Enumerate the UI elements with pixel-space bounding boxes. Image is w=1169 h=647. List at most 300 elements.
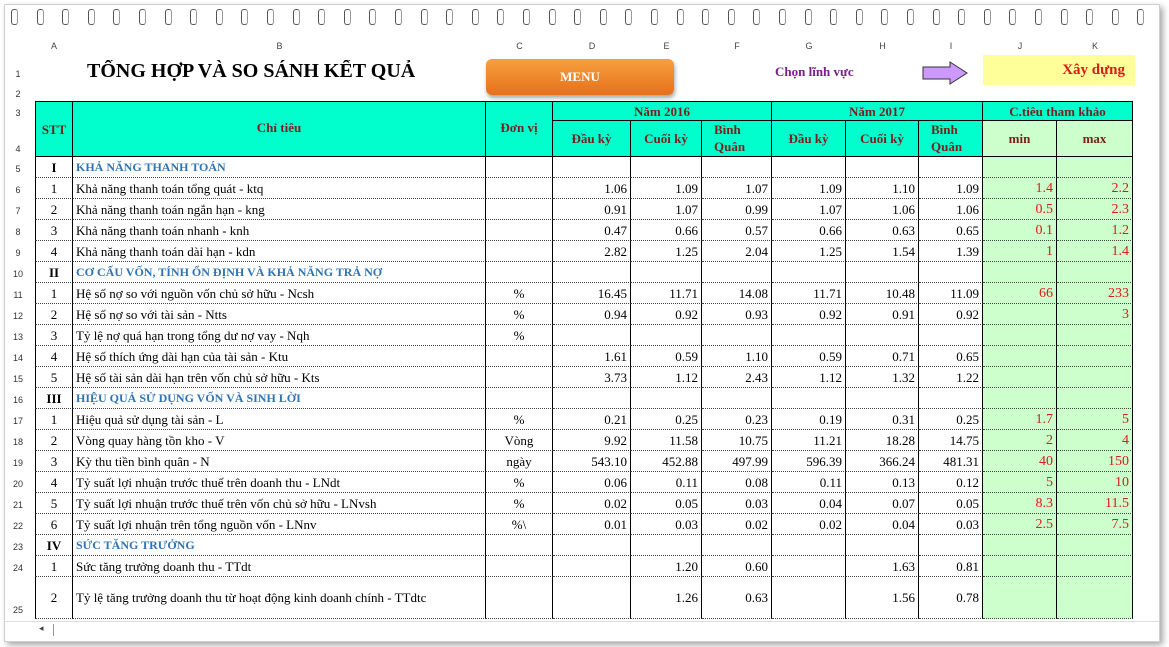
cell-stt[interactable]: 3 bbox=[35, 325, 73, 346]
cell-value[interactable] bbox=[702, 535, 772, 556]
cell-value[interactable]: 0.31 bbox=[846, 409, 919, 430]
cell-max[interactable] bbox=[1057, 262, 1133, 283]
binding-ring-icon bbox=[830, 9, 836, 25]
row-number[interactable]: 19 bbox=[12, 458, 23, 468]
cell-max[interactable] bbox=[1057, 577, 1133, 619]
column-header-j[interactable]: J bbox=[1017, 41, 1023, 51]
cell-value[interactable] bbox=[553, 325, 631, 346]
cell-value[interactable]: 10.75 bbox=[702, 430, 772, 451]
cell-max[interactable]: 1.4 bbox=[1057, 241, 1133, 262]
column-header-f[interactable]: F bbox=[734, 41, 740, 51]
field-select[interactable] bbox=[983, 55, 1135, 85]
cell-value[interactable]: 0.25 bbox=[919, 409, 983, 430]
cell-value[interactable]: 11.09 bbox=[919, 283, 983, 304]
cell-value[interactable]: 10.48 bbox=[846, 283, 919, 304]
cell-value[interactable]: 0.57 bbox=[702, 220, 772, 241]
cell-value[interactable]: 0.13 bbox=[846, 472, 919, 493]
cell-value[interactable]: 1.07 bbox=[631, 199, 702, 220]
cell-stt[interactable]: 1 bbox=[35, 409, 73, 430]
cell-value[interactable]: 1.26 bbox=[631, 577, 702, 619]
cell-value[interactable]: 11.71 bbox=[631, 283, 702, 304]
binding-ring-icon bbox=[984, 9, 990, 25]
row-number[interactable]: 7 bbox=[15, 206, 21, 216]
cell-value[interactable]: 2.82 bbox=[553, 241, 631, 262]
cell-min[interactable]: 0.1 bbox=[983, 220, 1057, 241]
cell-value[interactable] bbox=[553, 535, 631, 556]
cell-stt[interactable]: 1 bbox=[35, 178, 73, 199]
cell-value[interactable]: 1.12 bbox=[631, 367, 702, 388]
cell-value[interactable]: 1.09 bbox=[631, 178, 702, 199]
cell-value[interactable]: 1.39 bbox=[919, 241, 983, 262]
cell-unit[interactable] bbox=[486, 535, 553, 556]
cell-max[interactable] bbox=[1057, 157, 1133, 178]
cell-min[interactable]: 0.5 bbox=[983, 199, 1057, 220]
cell-min[interactable] bbox=[983, 346, 1057, 367]
binding-ring-icon bbox=[113, 9, 119, 25]
cell-value[interactable] bbox=[772, 157, 846, 178]
cell-max[interactable]: 11.5 bbox=[1057, 493, 1133, 514]
cell-value[interactable] bbox=[919, 325, 983, 346]
binding-ring-icon bbox=[728, 9, 734, 25]
cell-unit[interactable] bbox=[486, 367, 553, 388]
cell-label[interactable]: Khả năng thanh toán tổng quát - ktq bbox=[73, 178, 486, 199]
cell-value[interactable]: 0.01 bbox=[553, 514, 631, 535]
cell-unit[interactable] bbox=[486, 220, 553, 241]
cell-value[interactable] bbox=[846, 157, 919, 178]
cell-unit[interactable] bbox=[486, 556, 553, 577]
cell-value[interactable]: 14.08 bbox=[702, 283, 772, 304]
cell-value[interactable] bbox=[772, 535, 846, 556]
cell-value[interactable]: 0.92 bbox=[772, 304, 846, 325]
cell-label[interactable]: Hiệu quả sử dụng tài sản - L bbox=[73, 409, 486, 430]
row-number[interactable]: 14 bbox=[12, 353, 23, 363]
row-number[interactable]: 6 bbox=[15, 185, 21, 195]
section-title[interactable]: CƠ CẤU VỐN, TÍNH ỔN ĐỊNH VÀ KHẢ NĂNG TRẢ NỢ bbox=[73, 262, 486, 283]
cell-value[interactable]: 0.81 bbox=[919, 556, 983, 577]
cell-max[interactable]: 7.5 bbox=[1057, 514, 1133, 535]
cell-value[interactable]: 0.06 bbox=[553, 472, 631, 493]
cell-value[interactable]: 0.59 bbox=[772, 346, 846, 367]
cell-max[interactable]: 10 bbox=[1057, 472, 1133, 493]
cell-unit[interactable] bbox=[486, 262, 553, 283]
cell-value[interactable]: 1.22 bbox=[919, 367, 983, 388]
cell-min[interactable]: 2.5 bbox=[983, 514, 1057, 535]
binding-ring-icon bbox=[293, 9, 299, 25]
cell-stt[interactable]: 5 bbox=[35, 493, 73, 514]
cell-stt[interactable]: 3 bbox=[35, 220, 73, 241]
cell-value[interactable]: 0.47 bbox=[553, 220, 631, 241]
cell-value[interactable]: 0.02 bbox=[772, 514, 846, 535]
row-number[interactable]: 23 bbox=[12, 542, 23, 552]
scroll-left-icon[interactable]: ◂ bbox=[39, 624, 44, 634]
cell-value[interactable]: 0.65 bbox=[919, 346, 983, 367]
header-donvi: Đơn vị bbox=[486, 101, 553, 157]
cell-value[interactable]: 0.59 bbox=[631, 346, 702, 367]
cell-max[interactable] bbox=[1057, 556, 1133, 577]
cell-value[interactable]: 1.10 bbox=[702, 346, 772, 367]
cell-min[interactable] bbox=[983, 367, 1057, 388]
row-number[interactable]: 20 bbox=[12, 479, 23, 489]
cell-max[interactable] bbox=[1057, 388, 1133, 409]
cell-value[interactable] bbox=[846, 388, 919, 409]
cell-value[interactable]: 0.63 bbox=[702, 577, 772, 619]
column-header-c[interactable]: C bbox=[516, 41, 523, 51]
cell-min[interactable] bbox=[983, 577, 1057, 619]
cell-value[interactable]: 1.09 bbox=[772, 178, 846, 199]
cell-value[interactable]: 2.43 bbox=[702, 367, 772, 388]
cell-unit[interactable]: % bbox=[486, 283, 553, 304]
cell-stt[interactable]: 4 bbox=[35, 346, 73, 367]
cell-value[interactable] bbox=[772, 325, 846, 346]
cell-value[interactable] bbox=[553, 577, 631, 619]
cell-unit[interactable]: % bbox=[486, 493, 553, 514]
cell-value[interactable]: 0.08 bbox=[702, 472, 772, 493]
cell-max[interactable]: 3 bbox=[1057, 304, 1133, 325]
binding-ring-icon bbox=[190, 9, 196, 25]
binding-ring-icon bbox=[11, 9, 17, 25]
cell-min[interactable]: 1.7 bbox=[983, 409, 1057, 430]
cell-value[interactable]: 1.54 bbox=[846, 241, 919, 262]
cell-value[interactable]: 18.28 bbox=[846, 430, 919, 451]
column-header-h[interactable]: H bbox=[879, 41, 886, 51]
binding-ring-icon bbox=[165, 9, 171, 25]
cell-value[interactable]: 0.05 bbox=[631, 493, 702, 514]
cell-stt[interactable]: III bbox=[35, 388, 73, 409]
cell-min[interactable]: 66 bbox=[983, 283, 1057, 304]
cell-value[interactable]: 1.20 bbox=[631, 556, 702, 577]
cell-value[interactable]: 9.92 bbox=[553, 430, 631, 451]
cell-label[interactable]: Khả năng thanh toán nhanh - knh bbox=[73, 220, 486, 241]
row-number[interactable]: 13 bbox=[12, 332, 23, 342]
cell-min[interactable] bbox=[983, 325, 1057, 346]
cell-unit[interactable]: % bbox=[486, 472, 553, 493]
cell-label[interactable]: Tỷ suất lợi nhuận trên tổng nguồn vốn - LNnv bbox=[73, 514, 486, 535]
column-header-k[interactable]: K bbox=[1091, 41, 1098, 51]
binding-ring-icon bbox=[267, 9, 273, 25]
cell-value[interactable]: 11.21 bbox=[772, 430, 846, 451]
section-title[interactable]: HIỆU QUẢ SỬ DỤNG VỐN VÀ SINH LỜI bbox=[73, 388, 486, 409]
row-number[interactable]: 5 bbox=[15, 164, 21, 174]
cell-value[interactable]: 0.78 bbox=[919, 577, 983, 619]
binding-ring-icon bbox=[574, 9, 580, 25]
cell-stt[interactable]: 1 bbox=[35, 556, 73, 577]
cell-value[interactable]: 1.07 bbox=[772, 199, 846, 220]
cell-label[interactable]: Vòng quay hàng tồn kho - V bbox=[73, 430, 486, 451]
cell-label[interactable]: Tỷ lệ nợ quá hạn trong tổng dư nợ vay - Nqh bbox=[73, 325, 486, 346]
row-number[interactable]: 1 bbox=[15, 69, 21, 79]
cell-stt[interactable]: IV bbox=[35, 535, 73, 556]
cell-stt[interactable]: 4 bbox=[35, 241, 73, 262]
row-number[interactable]: 16 bbox=[12, 395, 23, 405]
cell-value[interactable] bbox=[553, 262, 631, 283]
section-title[interactable]: KHẢ NĂNG THANH TOÁN bbox=[73, 157, 486, 178]
column-header-b[interactable]: B bbox=[276, 41, 283, 51]
cell-value[interactable] bbox=[702, 262, 772, 283]
cell-value[interactable] bbox=[702, 388, 772, 409]
row-number[interactable]: 2 bbox=[15, 89, 21, 99]
cell-stt[interactable]: 2 bbox=[35, 430, 73, 451]
cell-value[interactable]: 497.99 bbox=[702, 451, 772, 472]
row-number[interactable]: 22 bbox=[12, 521, 23, 531]
cell-value[interactable]: 2.04 bbox=[702, 241, 772, 262]
cell-value[interactable]: 1.06 bbox=[846, 199, 919, 220]
cell-value[interactable] bbox=[631, 388, 702, 409]
header-max: max bbox=[1057, 121, 1133, 157]
spiral-binding bbox=[5, 5, 1159, 33]
cell-value[interactable]: 1.10 bbox=[846, 178, 919, 199]
cell-unit[interactable] bbox=[486, 178, 553, 199]
cell-value[interactable]: 0.03 bbox=[919, 514, 983, 535]
cell-unit[interactable]: ngày bbox=[486, 451, 553, 472]
cell-label[interactable]: Hệ số nợ so với nguồn vốn chủ sở hữu - Ncsh bbox=[73, 283, 486, 304]
cell-min[interactable] bbox=[983, 535, 1057, 556]
cell-max[interactable] bbox=[1057, 535, 1133, 556]
cell-max[interactable] bbox=[1057, 346, 1133, 367]
binding-ring-icon bbox=[625, 9, 631, 25]
cell-value[interactable]: 1.61 bbox=[553, 346, 631, 367]
row-number[interactable]: 10 bbox=[12, 269, 23, 279]
cell-value[interactable]: 366.24 bbox=[846, 451, 919, 472]
cell-value[interactable]: 0.02 bbox=[553, 493, 631, 514]
cell-value[interactable] bbox=[553, 556, 631, 577]
cell-stt[interactable]: 3 bbox=[35, 451, 73, 472]
cell-value[interactable]: 452.88 bbox=[631, 451, 702, 472]
cell-value[interactable] bbox=[772, 388, 846, 409]
cell-value[interactable]: 0.60 bbox=[702, 556, 772, 577]
cell-unit[interactable] bbox=[486, 346, 553, 367]
cell-value[interactable]: 0.99 bbox=[702, 199, 772, 220]
cell-label[interactable]: Hệ số thích ứng dài hạn của tài sản - Ktu bbox=[73, 346, 486, 367]
row-number[interactable]: 12 bbox=[12, 311, 23, 321]
cell-value[interactable]: 1.25 bbox=[631, 241, 702, 262]
cell-value[interactable]: 0.94 bbox=[553, 304, 631, 325]
cell-value[interactable]: 0.63 bbox=[846, 220, 919, 241]
horizontal-scrollbar[interactable] bbox=[5, 621, 1159, 640]
row-number[interactable]: 17 bbox=[12, 416, 23, 426]
row-number[interactable]: 18 bbox=[12, 437, 23, 447]
cell-value[interactable]: 481.31 bbox=[919, 451, 983, 472]
cell-value[interactable]: 0.04 bbox=[772, 493, 846, 514]
cell-value[interactable] bbox=[553, 388, 631, 409]
cell-label[interactable]: Tỷ lệ tăng trưởng doanh thu từ hoạt động kinh doanh chính - TTdtc bbox=[73, 577, 486, 619]
cell-value[interactable] bbox=[772, 577, 846, 619]
binding-ring-icon bbox=[958, 9, 964, 25]
cell-value[interactable] bbox=[919, 388, 983, 409]
cell-value[interactable] bbox=[919, 262, 983, 283]
row-number[interactable]: 4 bbox=[15, 144, 21, 154]
cell-value[interactable]: 14.75 bbox=[919, 430, 983, 451]
binding-ring-icon bbox=[216, 9, 222, 25]
cell-max[interactable]: 2.2 bbox=[1057, 178, 1133, 199]
cell-value[interactable]: 0.92 bbox=[631, 304, 702, 325]
cell-label[interactable]: Tỷ suất lợi nhuận trước thuế trên doanh thu - LNdt bbox=[73, 472, 486, 493]
cell-value[interactable] bbox=[631, 262, 702, 283]
cell-value[interactable]: 0.93 bbox=[702, 304, 772, 325]
cell-min[interactable] bbox=[983, 388, 1057, 409]
binding-ring-icon bbox=[1061, 9, 1067, 25]
cell-stt[interactable]: I bbox=[35, 157, 73, 178]
cell-value[interactable] bbox=[772, 262, 846, 283]
cell-value[interactable]: 596.39 bbox=[772, 451, 846, 472]
cell-value[interactable]: 1.07 bbox=[702, 178, 772, 199]
cell-value[interactable]: 543.10 bbox=[553, 451, 631, 472]
cell-unit[interactable]: %\ bbox=[486, 514, 553, 535]
binding-ring-icon bbox=[907, 9, 913, 25]
cell-value[interactable]: 0.21 bbox=[553, 409, 631, 430]
cell-value[interactable]: 1.63 bbox=[846, 556, 919, 577]
cell-value[interactable]: 0.65 bbox=[919, 220, 983, 241]
row-number[interactable]: 11 bbox=[13, 290, 23, 300]
cell-value[interactable] bbox=[846, 325, 919, 346]
cell-value[interactable] bbox=[631, 535, 702, 556]
cell-stt[interactable]: 2 bbox=[35, 577, 73, 619]
cell-value[interactable]: 0.66 bbox=[631, 220, 702, 241]
cell-min[interactable] bbox=[983, 262, 1057, 283]
cell-stt[interactable]: 2 bbox=[35, 304, 73, 325]
cell-stt[interactable]: 5 bbox=[35, 367, 73, 388]
row-number[interactable]: 9 bbox=[15, 248, 21, 258]
cell-label[interactable]: Hệ số tài sản dài hạn trên vốn chủ sở hữu - Kts bbox=[73, 367, 486, 388]
cell-unit[interactable]: Vòng bbox=[486, 430, 553, 451]
binding-ring-icon bbox=[1009, 9, 1015, 25]
header-cuoiky: Cuối kỳ bbox=[631, 121, 702, 157]
cell-min[interactable]: 8.3 bbox=[983, 493, 1057, 514]
cell-value[interactable]: 1.32 bbox=[846, 367, 919, 388]
cell-unit[interactable]: % bbox=[486, 325, 553, 346]
cell-unit[interactable] bbox=[486, 388, 553, 409]
cell-value[interactable] bbox=[631, 325, 702, 346]
cell-unit[interactable]: % bbox=[486, 409, 553, 430]
cell-value[interactable] bbox=[919, 535, 983, 556]
binding-ring-icon bbox=[523, 9, 529, 25]
cell-value[interactable] bbox=[846, 535, 919, 556]
column-header-a[interactable]: A bbox=[50, 41, 57, 51]
cell-value[interactable]: 0.11 bbox=[631, 472, 702, 493]
cell-min[interactable]: 2 bbox=[983, 430, 1057, 451]
cell-value[interactable]: 11.71 bbox=[772, 283, 846, 304]
binding-ring-icon bbox=[881, 9, 887, 25]
cell-value[interactable]: 0.71 bbox=[846, 346, 919, 367]
cell-max[interactable]: 5 bbox=[1057, 409, 1133, 430]
row-number[interactable]: 21 bbox=[12, 500, 23, 510]
cell-max[interactable]: 150 bbox=[1057, 451, 1133, 472]
cell-unit[interactable]: % bbox=[486, 304, 553, 325]
cell-stt[interactable]: 2 bbox=[35, 199, 73, 220]
cell-max[interactable]: 2.3 bbox=[1057, 199, 1133, 220]
cell-value[interactable]: 0.66 bbox=[772, 220, 846, 241]
cell-value[interactable] bbox=[772, 556, 846, 577]
cell-value[interactable]: 1.56 bbox=[846, 577, 919, 619]
cell-min[interactable]: 40 bbox=[983, 451, 1057, 472]
header-min: min bbox=[983, 121, 1057, 157]
section-title[interactable]: SỨC TĂNG TRƯỞNG bbox=[73, 535, 486, 556]
cell-value[interactable] bbox=[846, 262, 919, 283]
cell-min[interactable]: 1 bbox=[983, 241, 1057, 262]
cell-min[interactable] bbox=[983, 304, 1057, 325]
cell-stt[interactable]: II bbox=[35, 262, 73, 283]
cell-min[interactable] bbox=[983, 157, 1057, 178]
cell-value[interactable]: 0.02 bbox=[702, 514, 772, 535]
cell-unit[interactable] bbox=[486, 241, 553, 262]
cell-value[interactable]: 1.09 bbox=[919, 178, 983, 199]
menu-button[interactable]: MENU bbox=[486, 59, 674, 95]
cell-value[interactable] bbox=[702, 157, 772, 178]
cell-value[interactable] bbox=[702, 325, 772, 346]
cell-value[interactable]: 0.23 bbox=[702, 409, 772, 430]
cell-value[interactable]: 0.91 bbox=[553, 199, 631, 220]
cell-value[interactable]: 0.25 bbox=[631, 409, 702, 430]
cell-value[interactable]: 0.03 bbox=[631, 514, 702, 535]
column-header-i[interactable]: I bbox=[949, 41, 953, 51]
cell-value[interactable]: 0.03 bbox=[702, 493, 772, 514]
cell-stt[interactable]: 6 bbox=[35, 514, 73, 535]
cell-unit[interactable] bbox=[486, 199, 553, 220]
cell-value[interactable] bbox=[919, 157, 983, 178]
cell-unit[interactable] bbox=[486, 577, 553, 619]
cell-max[interactable]: 1.2 bbox=[1057, 220, 1133, 241]
row-number[interactable]: 15 bbox=[12, 374, 23, 384]
binding-ring-icon bbox=[677, 9, 683, 25]
binding-ring-icon bbox=[1035, 9, 1041, 25]
cell-min[interactable]: 1.4 bbox=[983, 178, 1057, 199]
cell-value[interactable]: 0.92 bbox=[919, 304, 983, 325]
row-number[interactable]: 8 bbox=[15, 227, 21, 237]
cell-value[interactable] bbox=[553, 157, 631, 178]
cell-label[interactable]: Sức tăng trưởng doanh thu - TTdt bbox=[73, 556, 486, 577]
cell-label[interactable]: Hệ số nợ so với tài sản - Ntts bbox=[73, 304, 486, 325]
cell-max[interactable]: 233 bbox=[1057, 283, 1133, 304]
cell-value[interactable]: 0.04 bbox=[846, 514, 919, 535]
cell-value[interactable]: 1.06 bbox=[553, 178, 631, 199]
cell-label[interactable]: Khả năng thanh toán ngắn hạn - kng bbox=[73, 199, 486, 220]
cell-value[interactable]: 16.45 bbox=[553, 283, 631, 304]
cell-max[interactable] bbox=[1057, 325, 1133, 346]
cell-min[interactable]: 5 bbox=[983, 472, 1057, 493]
column-header-g[interactable]: G bbox=[805, 41, 813, 51]
cell-value[interactable]: 1.06 bbox=[919, 199, 983, 220]
cell-value[interactable]: 0.19 bbox=[772, 409, 846, 430]
cell-value[interactable]: 3.73 bbox=[553, 367, 631, 388]
header-cuoiky: Cuối kỳ bbox=[846, 121, 919, 157]
binding-ring-icon bbox=[497, 9, 503, 25]
cell-max[interactable]: 4 bbox=[1057, 430, 1133, 451]
row-number[interactable]: 25 bbox=[12, 605, 23, 615]
cell-label[interactable]: Tỷ suất lợi nhuận trước thuế trên vốn chủ sở hữu - LNvsh bbox=[73, 493, 486, 514]
cell-value[interactable]: 1.12 bbox=[772, 367, 846, 388]
cell-min[interactable] bbox=[983, 556, 1057, 577]
cell-value[interactable]: 0.05 bbox=[919, 493, 983, 514]
cell-label[interactable]: Kỳ thu tiền bình quân - N bbox=[73, 451, 486, 472]
cell-stt[interactable]: 4 bbox=[35, 472, 73, 493]
cell-value[interactable]: 0.91 bbox=[846, 304, 919, 325]
row-number[interactable]: 24 bbox=[12, 563, 23, 573]
cell-value[interactable]: 11.58 bbox=[631, 430, 702, 451]
cell-value[interactable]: 0.07 bbox=[846, 493, 919, 514]
binding-ring-icon bbox=[702, 9, 708, 25]
cell-max[interactable] bbox=[1057, 367, 1133, 388]
cell-stt[interactable]: 1 bbox=[35, 283, 73, 304]
cell-unit[interactable] bbox=[486, 157, 553, 178]
column-header-bar bbox=[5, 37, 1159, 55]
cell-value[interactable]: 1.25 bbox=[772, 241, 846, 262]
cell-label[interactable]: Khả năng thanh toán dài hạn - kdn bbox=[73, 241, 486, 262]
column-header-d[interactable]: D bbox=[588, 41, 596, 51]
column-header-e[interactable]: E bbox=[663, 41, 670, 51]
cell-value[interactable]: 0.11 bbox=[772, 472, 846, 493]
row-number[interactable]: 3 bbox=[15, 108, 21, 118]
cell-value[interactable]: 0.12 bbox=[919, 472, 983, 493]
cell-value[interactable] bbox=[631, 157, 702, 178]
